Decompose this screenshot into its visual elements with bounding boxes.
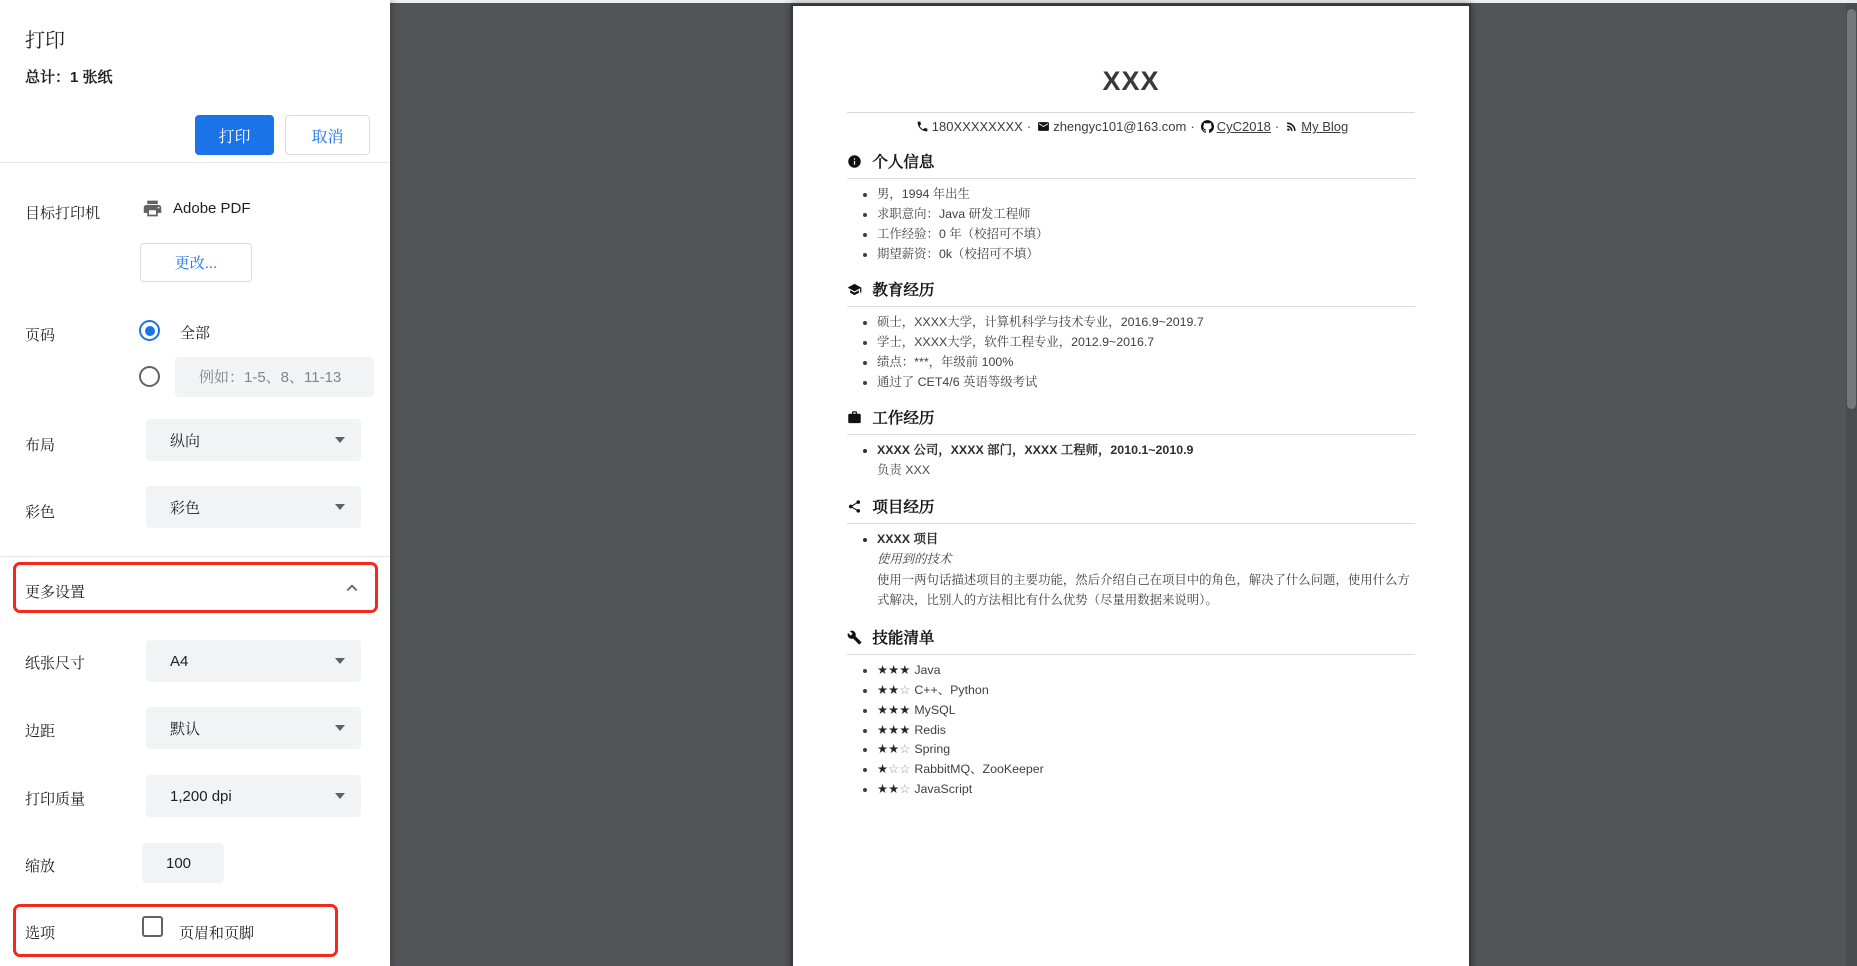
section-title: 工作经历 [872,410,935,427]
chevron-down-icon [335,658,345,664]
rss-icon [1285,120,1298,133]
phone-icon [916,120,929,133]
color-label: 彩色 [25,504,56,521]
github-link[interactable]: CyC2018 [1216,119,1271,134]
stars-empty: ☆ [899,782,911,797]
margins-label: 边距 [25,723,56,740]
skills-list [847,662,1415,798]
section-header [847,495,1415,524]
pages-range-input[interactable] [175,357,374,397]
skills-icon [847,630,862,645]
project-heading: • XXXX 项目 [877,531,1415,547]
section-header [847,150,1415,179]
divider [0,162,390,163]
bullet-list [847,531,1415,547]
options-label: 选项 [25,925,56,942]
skill-item [877,682,1415,698]
chevron-down-icon [335,504,345,510]
printer-icon [142,198,163,219]
printer-name: Adobe PDF [173,200,251,217]
separator: · [1274,119,1280,134]
separator: · [1026,119,1032,134]
chevron-down-icon [335,793,345,799]
list-item: • 绩点：***，年级前 100% [877,354,1415,370]
pages-all-label: 全部 [180,325,211,342]
contact-email: zhengyc101@163.com [1053,119,1187,134]
stars-filled: ★★ [877,782,900,797]
bullet-list [847,442,1415,458]
skill-label: RabbitMQ、ZooKeeper [914,762,1044,777]
resume-page [791,4,1471,966]
stars-empty: ☆ [899,682,911,697]
headers-footers-label: 页眉和页脚 [179,925,255,942]
chevron-down-icon [335,725,345,731]
pages-custom-radio[interactable] [139,366,160,387]
skill-item [877,741,1415,757]
work-detail: 负责 XXX [877,462,931,477]
github-icon [1201,120,1214,133]
destination-label: 目标打印机 [25,205,101,222]
chevron-down-icon [335,437,345,443]
stars-filled: ★★★ [877,702,911,717]
dialog-title: 打印 [25,30,65,52]
contact-phone: 180XXXXXXXX [931,119,1023,134]
list-item: • 硕士，XXXX大学，计算机科学与技术专业，2016.9~2019.7 [877,314,1415,330]
project-description: 使用一两句话描述项目的主要功能，然后介绍自己在项目中的角色，解决了什么问题，使用什么方式解决，比别人的方法相比有什么优势（尽量用数据来说明）。 [877,573,1410,607]
stars-empty: ☆ [899,742,911,757]
list-item: • 工作经验：0 年（校招可不填） [877,226,1415,242]
list-item: • 男，1994 年出生 [877,186,1415,202]
annotation-box-options [13,904,338,957]
briefcase-icon [847,410,862,425]
stars-filled: ★★★ [877,662,911,677]
email-icon [1037,120,1050,133]
skill-label: Spring [914,742,951,757]
preview-top-edge [390,0,1857,3]
work-heading: • XXXX 公司，XXXX 部门，XXXX 工程师，2010.1~2010.9 [877,442,1415,458]
layout-select[interactable] [146,419,361,461]
skill-item [877,722,1415,738]
header-rule [847,112,1415,113]
quality-value: 1,200 dpi [170,787,232,805]
more-settings-toggle-label[interactable]: 更多设置 [25,584,86,601]
resume-content [793,6,1469,798]
graduation-cap-icon [847,282,862,297]
section-education [847,278,1415,390]
color-value: 彩色 [170,499,201,517]
section-header [847,406,1415,435]
skill-item [877,662,1415,678]
skill-label: Redis [914,722,947,737]
section-title: 教育经历 [872,282,935,299]
print-button[interactable]: 打印 [195,115,274,155]
separator: · [1190,119,1195,134]
skill-item [877,781,1415,797]
list-item: • 期望薪资：0k（校招可不填） [877,246,1415,262]
preview-pane [390,0,1857,966]
section-header [847,278,1415,307]
scale-input[interactable] [142,843,224,883]
bullet-list [847,314,1415,390]
paper-size-select[interactable] [146,640,361,682]
list-item: • 学士，XXXX大学，软件工程专业，2012.9~2016.7 [877,334,1415,350]
change-printer-button[interactable]: 更改... [140,243,252,282]
stars-filled: ★★ [877,742,900,757]
project-tech-line: 使用到的技术 [877,552,952,567]
cancel-button[interactable]: 取消 [285,115,370,155]
skill-item [877,702,1415,718]
skill-label: Java [914,662,941,677]
stars-empty: ☆☆ [888,762,911,777]
quality-select[interactable] [146,775,361,817]
skill-label: JavaScript [914,782,973,797]
layout-label: 布局 [25,437,56,454]
info-icon [847,154,862,169]
section-header [847,626,1415,655]
layout-value: 纵向 [170,432,201,450]
paper-size-value: A4 [170,652,189,670]
bullet-list [847,186,1415,262]
preview-scrollbar[interactable] [1846,3,1857,966]
print-settings-panel [0,0,390,966]
stars-filled: ★ [877,762,889,777]
divider [0,556,390,557]
quality-label: 打印质量 [25,791,86,808]
section-title: 项目经历 [872,499,935,517]
headers-footers-checkbox[interactable] [142,916,163,937]
margins-value: 默认 [170,720,201,738]
list-item: • 通过了 CET4/6 英语等级考试 [877,374,1415,390]
stars-filled: ★★ [877,682,900,697]
skill-item [877,761,1415,777]
section-title: 技能清单 [872,629,935,647]
contact-line [847,119,1415,134]
color-select[interactable] [146,486,361,528]
project-icon [847,499,862,514]
sheet-count: 总计：1 张纸 [25,69,113,86]
pages-all-radio[interactable] [139,320,160,341]
section-project-experience [847,495,1415,610]
destination-value [142,198,251,219]
stars-filled: ★★★ [877,722,911,737]
skill-label: C++、Python [914,682,989,697]
chevron-up-icon[interactable] [343,579,361,597]
section-personal-info [847,150,1415,262]
blog-link[interactable]: My Blog [1301,119,1349,134]
pages-label: 页码 [25,327,56,344]
resume-name: XXX [1102,66,1160,96]
paper-size-label: 纸张尺寸 [25,655,86,672]
margins-select[interactable] [146,707,361,749]
section-title: 个人信息 [872,154,935,171]
skill-label: MySQL [914,702,956,717]
scrollbar-thumb[interactable] [1847,9,1856,409]
section-skills [847,626,1415,798]
list-item: • 求职意向：Java 研发工程师 [877,206,1415,222]
section-work-experience [847,406,1415,479]
scale-label: 缩放 [25,858,56,875]
